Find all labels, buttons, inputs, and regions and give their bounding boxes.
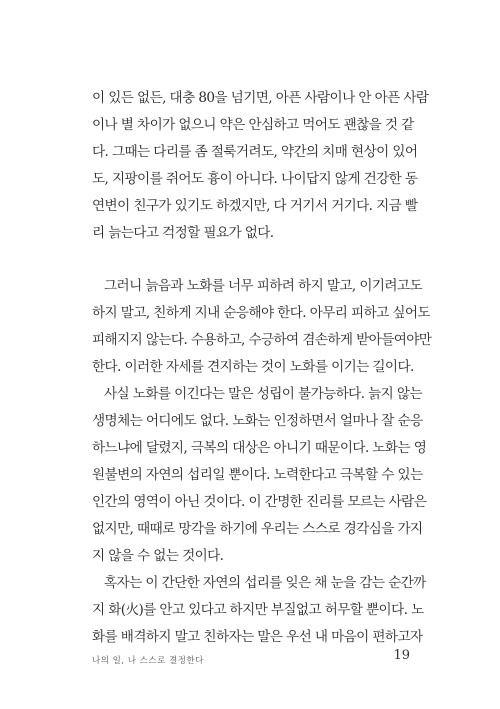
text-line: 이 있든 없든, 대충 80을 넘기면, 아픈 사람이나 안 아픈 사람	[92, 90, 429, 106]
text-line: 도, 지팡이를 쥐어도 흉이 아니다. 나이답지 않게 건강한 동	[92, 171, 418, 187]
text-line: 하지 말고, 친하게 지내 순응해야 한다. 아무리 피하고 싶어도	[92, 305, 430, 321]
text-line: 지 화(火)를 안고 있다고 하지만 부질없고 허무할 뿐이다. 노	[92, 602, 424, 618]
page-number: 19	[393, 648, 410, 663]
text-line: 하느냐에 달렸지, 극복의 대상은 아니기 때문이다. 노화는 영	[92, 440, 427, 456]
text-line: 지 않을 수 없는 것이다.	[92, 548, 224, 564]
text-line: 화를 배격하지 말고 친하자는 말은 우선 내 마음이 편하고자	[92, 629, 423, 645]
text-line: 피해지지 않는다. 수용하고, 수긍하여 겸손하게 받아들여야만	[92, 332, 432, 348]
text-line: 원불변의 자연의 섭리일 뿐이다. 노력한다고 극복할 수 있는	[92, 467, 423, 483]
text-line: 혹자는 이 간단한 자연의 섭리를 잊은 채 눈을 감는 순간까	[104, 575, 426, 591]
text-line: 사실 노화를 이긴다는 말은 성립이 불가능하다. 늙지 않는	[104, 386, 422, 402]
text-line: 한다. 이러한 자세를 견지하는 것이 노화를 이기는 길이다.	[92, 359, 414, 375]
text-line: 연변이 친구가 있기도 하겠지만, 다 거기서 거기다. 지금 빨	[92, 198, 418, 214]
text-line: 이나 별 차이가 없으니 약은 안심하고 먹어도 괜찮을 것 같	[92, 117, 414, 133]
text-line: 그러니 늙음과 노화를 너무 피하려 하지 말고, 이기려고도	[104, 278, 422, 294]
text-line: 없지만, 때때로 망각을 하기에 우리는 스스로 경각심을 가지	[92, 521, 423, 537]
text-line: 리 늙는다고 걱정할 필요가 없다.	[92, 225, 274, 241]
text-line: 다. 그때는 다리를 좀 절룩거려도, 약간의 치매 현상이 있어	[92, 144, 418, 160]
text-line: 생명체는 어디에도 없다. 노화는 인정하면서 얼마나 잘 순응	[92, 413, 423, 429]
running-footer-book-title: 나의 일, 나 스스로 결정한다	[92, 656, 204, 666]
text-line: 인간의 영역이 아닌 것이다. 이 간명한 진리를 모르는 사람은	[92, 494, 427, 510]
